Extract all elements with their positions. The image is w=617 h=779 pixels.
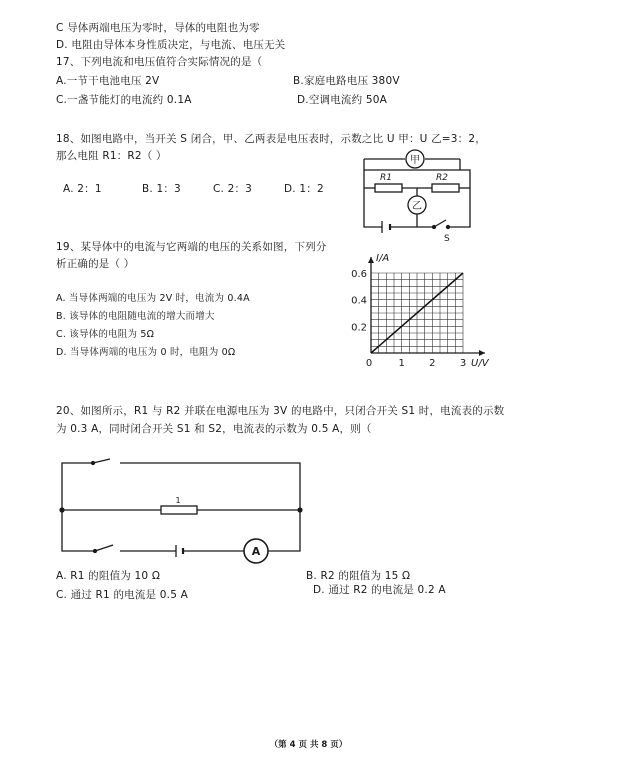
statement-c: C 导体两端电压为零时，导体的电阻也为零 <box>56 22 260 34</box>
q17-option-a: A.一节干电池电压 2V <box>56 75 160 87</box>
q19-stem-line1: 19、某导体中的电流与它两端的电压的关系如图，下列分 <box>56 241 327 253</box>
q20-stem-line2: 为 0.3 A，同时闭合开关 S1 和 S2，电流表的示数为 0.5 A，则（ <box>56 423 372 435</box>
q18-option-b: B. 1：3 <box>142 183 181 195</box>
page-footer: （第 4 页 共 8 页） <box>269 740 348 750</box>
chart-x-axis-label: U/V <box>471 358 489 369</box>
chart-x-tick-label: 0 <box>365 358 373 369</box>
chart-y-tick-label: 0.4 <box>351 295 367 307</box>
chart-x-tick-label: 2 <box>429 358 436 369</box>
q19-option-c: C. 该导体的电阻为 5Ω <box>56 329 155 340</box>
q17-option-d: D.空调电流约 50A <box>297 94 388 106</box>
q19-option-b: B. 该导体的电阻随电流的增大而增大 <box>56 311 215 322</box>
q19-stem-line2: 析正确的是（ ） <box>56 258 135 270</box>
q19-option-a: A. 当导体两端的电压为 2V 时，电流为 0.4A <box>56 293 250 304</box>
q18-option-a: A. 2：1 <box>63 183 102 195</box>
chart-y-tick-label: 0.2 <box>351 322 367 334</box>
q18-stem-line2: 那么电阻 R1：R2（ ） <box>56 150 167 162</box>
q20-ammeter-label: A <box>251 545 261 558</box>
q18-stem-line1: 18、如图电路中，当开关 S 闭合，甲、乙两表是电压表时，示数之比 U 甲：U 乙=3：2， <box>56 133 486 145</box>
q18-meter-top-label: 甲 <box>410 155 420 166</box>
q17-option-c: C.一盏节能灯的电流约 0.1A <box>56 94 192 106</box>
q18-r1-label: R1 <box>380 173 392 183</box>
chart-x-tick-label: 3 <box>459 358 467 369</box>
q18-option-d: D. 1：2 <box>284 183 324 195</box>
q20-option-c: C. 通过 R1 的电流是 0.5 A <box>56 589 189 601</box>
q17-stem: 17、下列电流和电压值符合实际情况的是（ <box>56 56 263 68</box>
q18-switch-label: S <box>444 234 450 244</box>
statement-c-text: 导体两端电压为零时，导体的电阻也为零 <box>67 22 260 34</box>
chart-y-axis-label: I/A <box>376 253 390 264</box>
q18-r2-label: R2 <box>436 173 448 183</box>
q20-option-b: B. R2 的阻值为 15 Ω <box>306 570 411 582</box>
q20-option-d: D. 通过 R2 的电流是 0.2 A <box>313 584 446 596</box>
q18-meter-mid-label: 乙 <box>412 201 422 212</box>
q18-option-c: C. 2：3 <box>213 183 253 195</box>
q20-resistor-label: 1 <box>175 496 181 505</box>
chart-y-tick-label: 0.6 <box>351 269 367 280</box>
q19-option-d: D. 当导体两端的电压为 0 时，电阻为 0Ω <box>56 347 236 358</box>
q17-option-b: B.家庭电路电压 380V <box>293 75 400 87</box>
statement-d-text: 电阻由导体本身性质决定，与电流、电压无关 <box>71 39 286 51</box>
q20-stem-line1: 20、如图所示，R1 与 R2 并联在电源电压为 3V 的电路中，只闭合开关 S1 时，电流表的示数 <box>56 405 505 417</box>
chart-x-tick-label: 1 <box>398 358 405 369</box>
q20-option-a: A. R1 的阻值为 10 Ω <box>56 570 161 582</box>
statement-d: D. 电阻由导体本身性质决定，与电流、电压无关 <box>56 39 286 51</box>
